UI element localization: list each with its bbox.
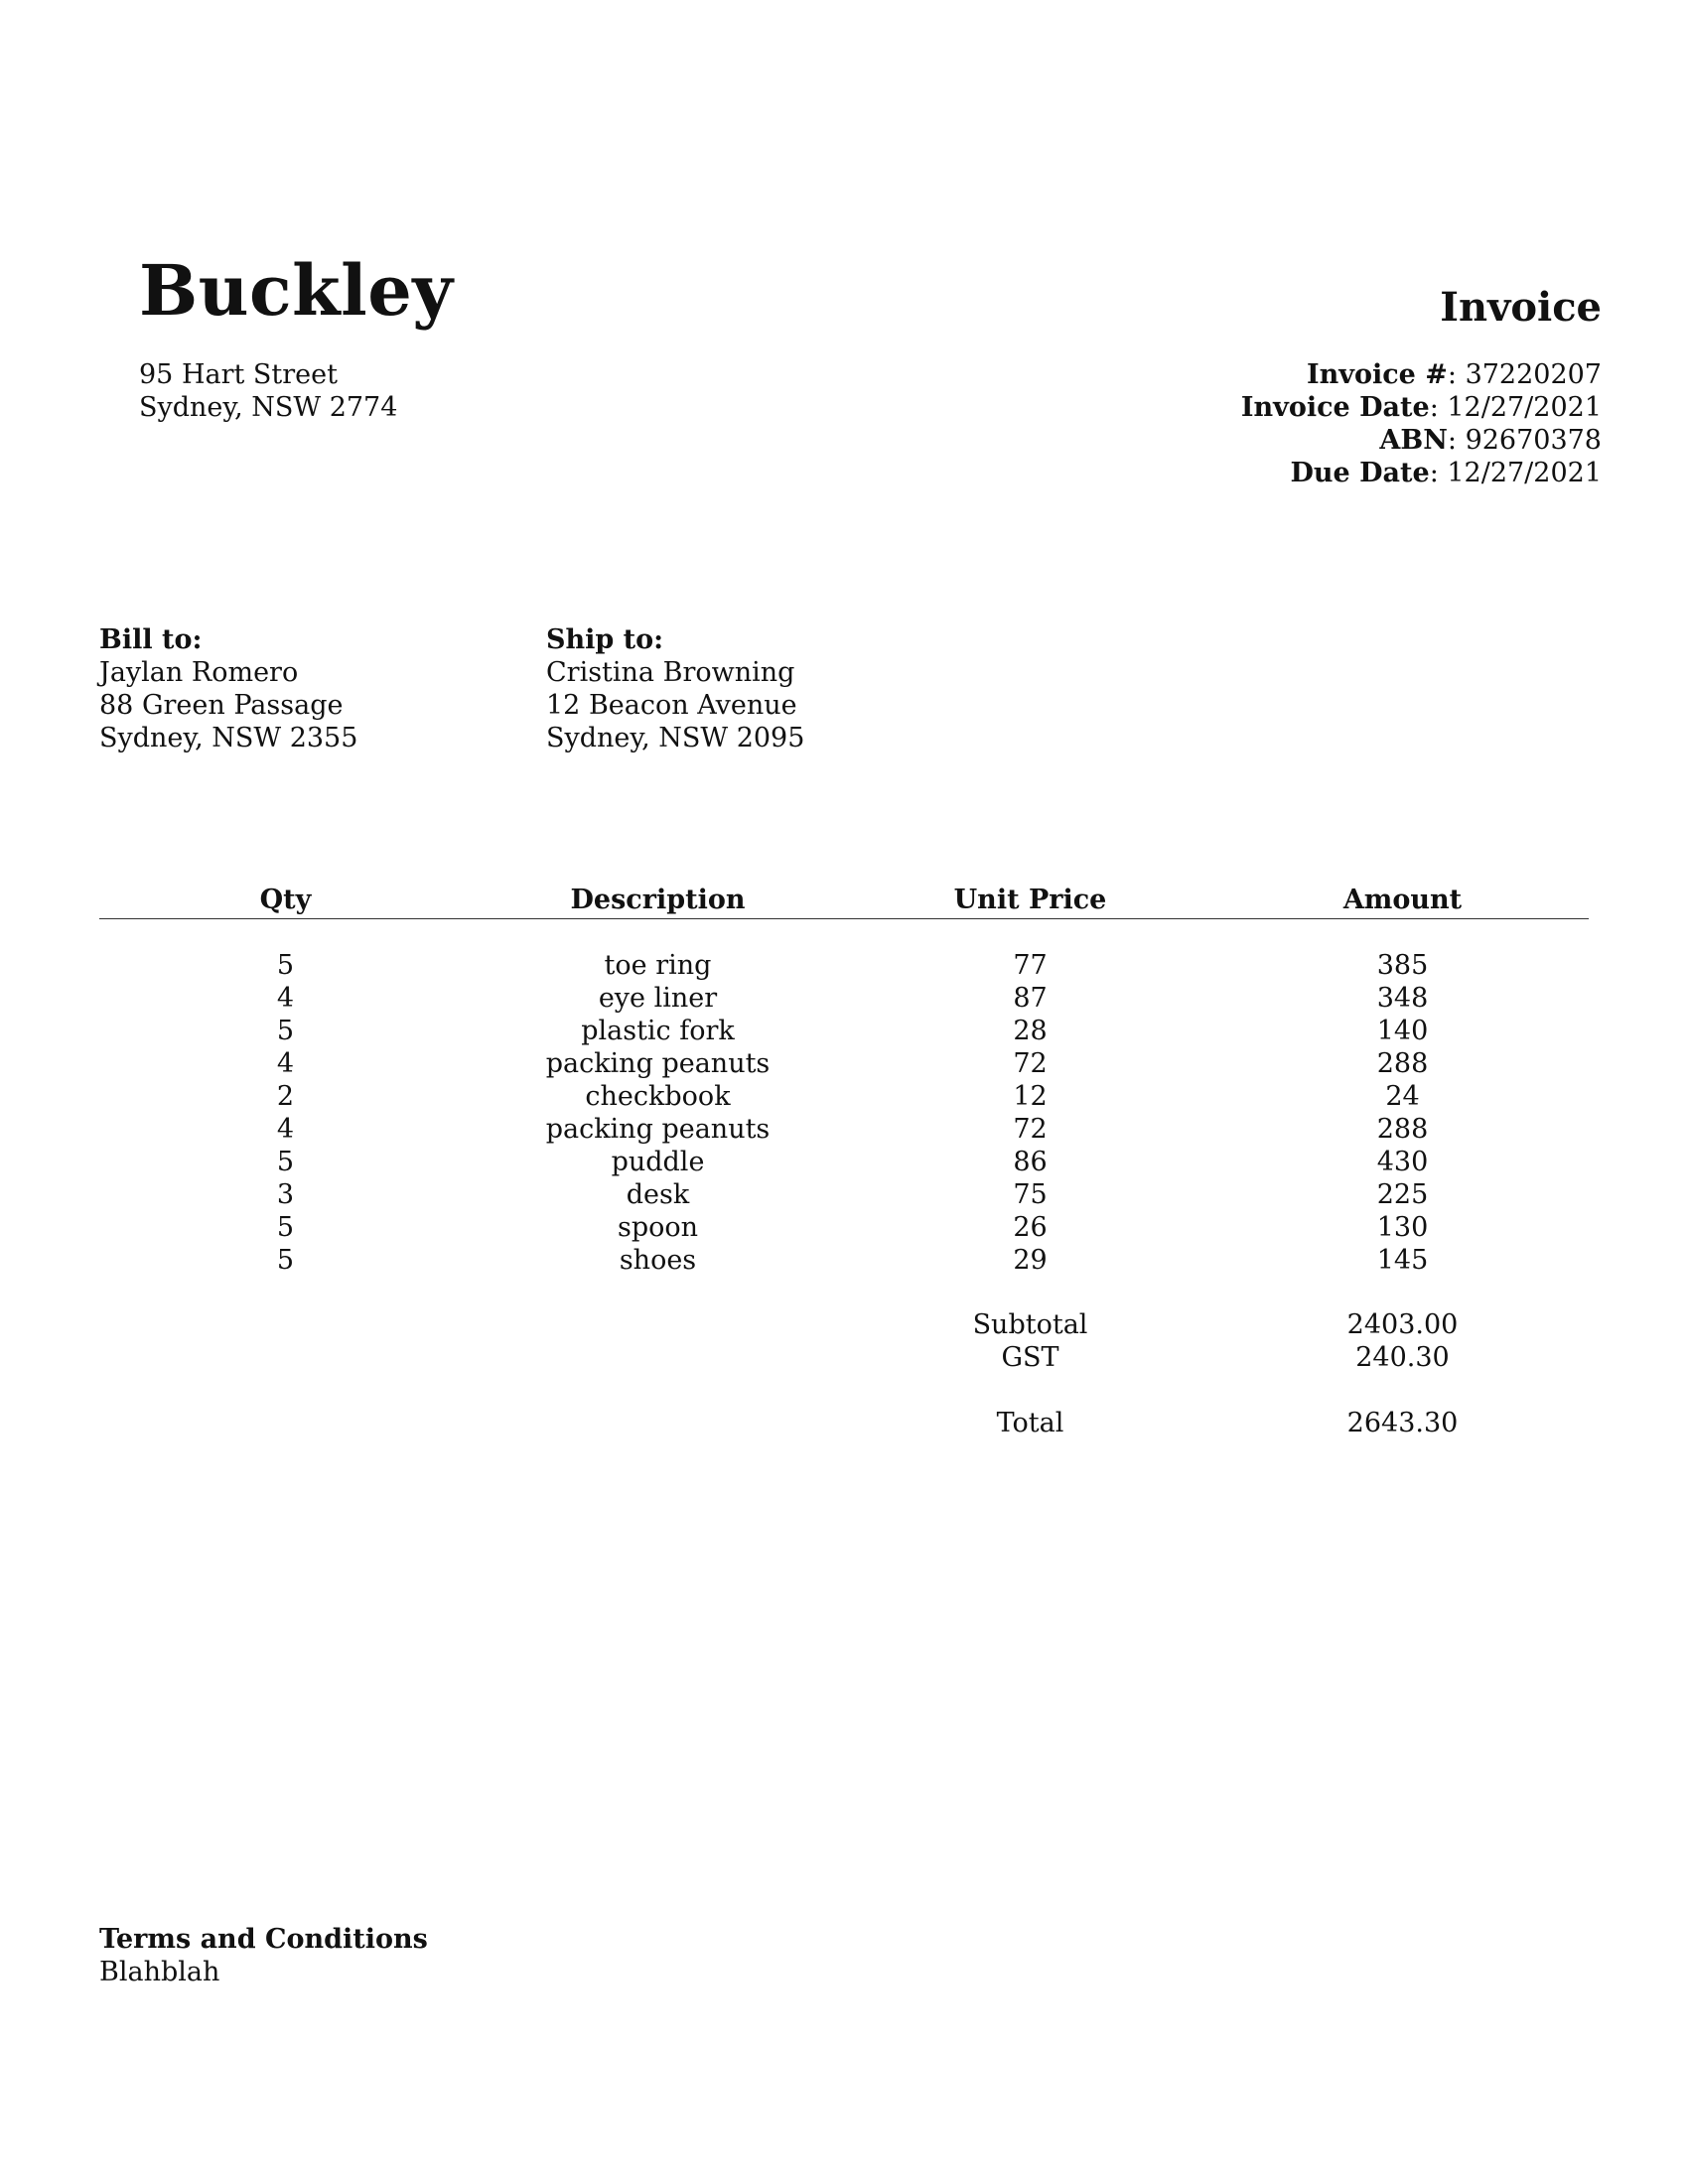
- terms-title: Terms and Conditions: [99, 1924, 428, 1955]
- cell-description: packing peanuts: [545, 1048, 771, 1079]
- table-row: [99, 1047, 1589, 1080]
- invoice-number-label: Invoice #: [1307, 359, 1448, 390]
- due-date-row: Due Date: 12/27/2021: [1290, 458, 1602, 488]
- bill-to-title: Bill to:: [99, 624, 203, 655]
- tax-value: 240.30: [1355, 1342, 1450, 1373]
- abn-label: ABN: [1379, 425, 1448, 456]
- bill-to-line2: Sydney, NSW 2355: [99, 723, 358, 753]
- cell-unit-price: 29: [1013, 1245, 1048, 1276]
- cell-qty: 5: [276, 1147, 295, 1177]
- cell-unit-price: 12: [1013, 1081, 1048, 1112]
- invoice-meta: [1241, 358, 1602, 489]
- ship-to-name: Cristina Browning: [546, 657, 795, 688]
- table-row: [99, 1178, 1589, 1211]
- header-description: Description: [570, 885, 746, 915]
- cell-qty: 5: [276, 1245, 295, 1276]
- table-row: [99, 982, 1589, 1015]
- total-value: 2643.30: [1346, 1408, 1459, 1438]
- subtotal-row: [99, 1308, 1589, 1341]
- total-row: [99, 1407, 1589, 1439]
- bill-to-name: Jaylan Romero: [99, 657, 299, 688]
- table-header-row: [99, 884, 1589, 919]
- table-row: [99, 1113, 1589, 1146]
- cell-amount: 288: [1376, 1114, 1429, 1145]
- bill-to-line1: 88 Green Passage: [99, 690, 344, 721]
- invoice-number: 37220207: [1465, 359, 1602, 390]
- cell-qty: 4: [276, 983, 295, 1014]
- cell-amount: 145: [1376, 1245, 1429, 1276]
- header-qty: Qty: [259, 885, 312, 915]
- due-date: 12/27/2021: [1447, 458, 1602, 488]
- cell-unit-price: 86: [1013, 1147, 1048, 1177]
- cell-description: toe ring: [604, 950, 712, 981]
- company-name: Buckley: [139, 249, 454, 332]
- cell-amount: 130: [1376, 1212, 1429, 1243]
- cell-unit-price: 28: [1013, 1016, 1048, 1046]
- total-label: Total: [996, 1408, 1064, 1438]
- cell-description: packing peanuts: [545, 1114, 771, 1145]
- cell-amount: 348: [1376, 983, 1429, 1014]
- cell-qty: 5: [276, 1016, 295, 1046]
- ship-to-block: [546, 623, 804, 754]
- cell-amount: 288: [1376, 1048, 1429, 1079]
- abn-value: 92670378: [1465, 425, 1602, 456]
- cell-unit-price: 72: [1013, 1048, 1048, 1079]
- table-row: [99, 1080, 1589, 1113]
- subtotal-label: Subtotal: [972, 1309, 1088, 1340]
- company-address-line2: Sydney, NSW 2774: [139, 392, 398, 423]
- spacer-row: [99, 1374, 1589, 1407]
- invoice-heading: Invoice: [1440, 284, 1602, 331]
- invoice-date: 12/27/2021: [1447, 392, 1602, 423]
- bill-to-block: [99, 623, 357, 754]
- cell-unit-price: 26: [1013, 1212, 1048, 1243]
- spacer-row: [99, 1277, 1589, 1308]
- cell-description: desk: [626, 1179, 690, 1210]
- spacer-row: [99, 919, 1589, 950]
- cell-unit-price: 87: [1013, 983, 1048, 1014]
- table-row: [99, 1015, 1589, 1047]
- invoice-date-label: Invoice Date: [1240, 392, 1430, 423]
- tax-row: [99, 1341, 1589, 1374]
- cell-amount: 140: [1376, 1016, 1429, 1046]
- items-table: [99, 884, 1589, 1439]
- due-date-label: Due Date: [1290, 458, 1430, 488]
- cell-qty: 2: [276, 1081, 295, 1112]
- cell-description: shoes: [619, 1245, 697, 1276]
- tax-label: GST: [1001, 1342, 1059, 1373]
- cell-description: plastic fork: [581, 1016, 735, 1046]
- cell-amount: 24: [1385, 1081, 1420, 1112]
- cell-qty: 5: [276, 1212, 295, 1243]
- invoice-number-row: Invoice #: 37220207: [1307, 359, 1602, 390]
- company-address: [139, 358, 397, 424]
- invoice-date-row: Invoice Date: 12/27/2021: [1240, 392, 1602, 423]
- cell-unit-price: 77: [1013, 950, 1048, 981]
- cell-amount: 225: [1376, 1179, 1429, 1210]
- cell-qty: 4: [276, 1048, 295, 1079]
- cell-unit-price: 72: [1013, 1114, 1048, 1145]
- header-unit-price: Unit Price: [953, 885, 1107, 915]
- cell-amount: 430: [1376, 1147, 1429, 1177]
- terms-block: [99, 1923, 428, 1988]
- header-amount: Amount: [1342, 885, 1463, 915]
- cell-description: spoon: [617, 1212, 699, 1243]
- subtotal-value: 2403.00: [1346, 1309, 1459, 1340]
- terms-text: Blahblah: [99, 1957, 220, 1987]
- table-row: [99, 1146, 1589, 1178]
- ship-to-line2: Sydney, NSW 2095: [546, 723, 805, 753]
- company-address-line1: 95 Hart Street: [139, 359, 338, 390]
- ship-to-title: Ship to:: [546, 624, 664, 655]
- abn-row: ABN: 92670378: [1379, 425, 1602, 456]
- cell-amount: 385: [1376, 950, 1429, 981]
- cell-qty: 3: [276, 1179, 295, 1210]
- table-row: [99, 1244, 1589, 1277]
- cell-description: eye liner: [598, 983, 718, 1014]
- cell-description: puddle: [611, 1147, 705, 1177]
- table-row: [99, 949, 1589, 982]
- cell-qty: 5: [276, 950, 295, 981]
- cell-qty: 4: [276, 1114, 295, 1145]
- ship-to-line1: 12 Beacon Avenue: [546, 690, 797, 721]
- cell-unit-price: 75: [1013, 1179, 1048, 1210]
- table-row: [99, 1211, 1589, 1244]
- cell-description: checkbook: [585, 1081, 731, 1112]
